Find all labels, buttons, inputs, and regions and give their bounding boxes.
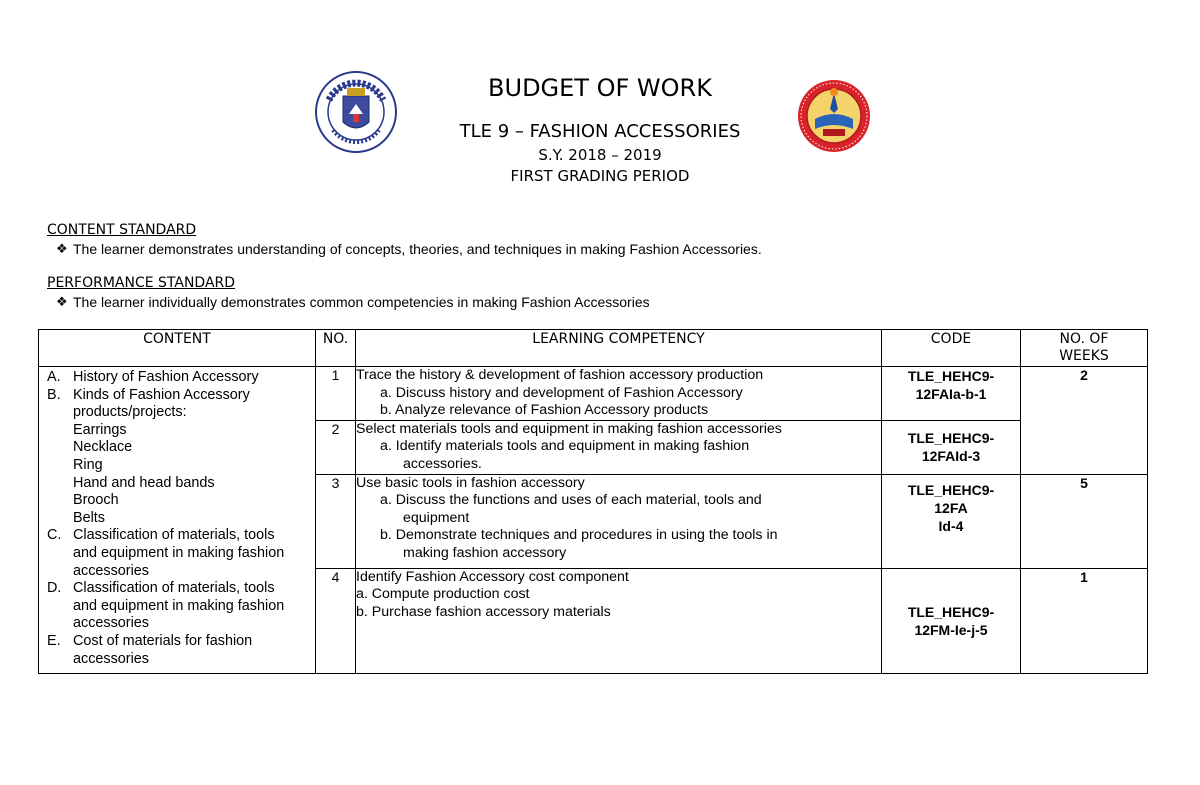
competency-line: a. Discuss the functions and uses of each material, tools and <box>380 492 762 508</box>
content-item-text: Necklace <box>73 439 133 456</box>
content-item-letter <box>47 492 73 510</box>
code-cell <box>882 474 1021 568</box>
content-list-item <box>39 598 315 616</box>
performance-standard-text: The learner individually demonstrates common competencies in making Fashion Accessories <box>73 294 650 310</box>
code-cell <box>882 367 1021 421</box>
header-no: NO. <box>316 330 356 367</box>
code-cell <box>882 568 1021 673</box>
competency-line: b. Demonstrate techniques and procedures in using the tools in <box>380 527 778 543</box>
content-item-text: Ring <box>73 456 103 473</box>
content-list-item <box>39 404 315 422</box>
competency-line: b. Purchase fashion accessory materials <box>356 603 611 620</box>
header-competency: LEARNING COMPETENCY <box>356 330 882 367</box>
performance-standard-heading: PERFORMANCE STANDARD <box>47 275 236 291</box>
competency-line: Trace the history & development of fashion accessory production <box>356 367 764 383</box>
content-item-text: accessories <box>73 615 149 632</box>
competency-line: equipment <box>403 509 470 526</box>
code-line: TLE_HEHC9- <box>907 430 995 446</box>
competency-cell <box>356 474 882 568</box>
diamond-bullet-icon: ❖ <box>56 242 68 257</box>
content-list-item <box>39 439 315 457</box>
code-line: TLE_HEHC9- <box>907 368 995 384</box>
content-item-letter: C. <box>47 527 62 544</box>
competency-cell <box>356 367 882 421</box>
content-item-letter <box>47 422 73 440</box>
code-line: 12FA <box>934 499 968 516</box>
code-line: TLE_HEHC9- <box>907 481 995 498</box>
diamond-bullet-icon: ❖ <box>56 295 68 310</box>
content-item-letter <box>47 598 73 616</box>
code-line: Id-4 <box>938 517 964 534</box>
grading-period: FIRST GRADING PERIOD <box>510 167 690 185</box>
code-line: 12FAId-3 <box>921 448 981 464</box>
table-row <box>39 367 1148 421</box>
content-item-letter: D. <box>47 580 62 597</box>
header-weeks-line1: NO. OF <box>1059 331 1109 347</box>
competency-cell <box>356 568 882 673</box>
competency-line: a. Compute production cost <box>356 586 530 602</box>
content-item-letter <box>47 651 73 669</box>
content-list-item <box>39 387 315 405</box>
content-list-item <box>39 527 315 545</box>
content-item-text: Hand and head bands <box>73 474 215 491</box>
content-item-letter <box>47 615 73 633</box>
row-number: 3 <box>316 474 356 568</box>
content-list-item <box>39 633 315 651</box>
budget-of-work-table <box>38 329 1148 674</box>
competency-line: making fashion accessory <box>403 544 567 561</box>
content-item-letter <box>47 404 73 422</box>
content-item-letter <box>47 457 73 475</box>
competency-line: Identify Fashion Accessory cost component <box>356 568 629 585</box>
content-item-text: products/projects: <box>73 404 187 421</box>
content-standard-text: The learner demonstrates understanding of concepts, theories, and techniques in making Fashion Accessories. <box>73 241 762 257</box>
content-item-text: Cost of materials for fashion <box>73 632 253 649</box>
content-item-text: Classification of materials, tools <box>73 580 275 597</box>
content-item-text: Belts <box>73 509 105 526</box>
competency-cell <box>356 420 882 474</box>
table-header-row <box>39 330 1148 367</box>
content-list-item <box>39 545 315 563</box>
row-number: 1 <box>316 367 356 421</box>
content-item-letter: E. <box>47 632 61 649</box>
content-item-text: Brooch <box>73 492 119 509</box>
content-item-text: and equipment in making fashion <box>73 597 285 614</box>
code-line: 12FAIa-b-1 <box>915 386 987 402</box>
document-subject: TLE 9 – FASHION ACCESSORIES <box>459 121 741 142</box>
content-list-item <box>39 580 315 598</box>
content-item-letter <box>47 563 73 581</box>
code-cell <box>882 420 1021 474</box>
header-content: CONTENT <box>39 330 316 367</box>
content-item-text: accessories <box>73 650 149 667</box>
content-item-text: History of Fashion Accessory <box>73 369 259 385</box>
content-item-letter <box>47 475 73 493</box>
content-item-letter <box>47 439 73 457</box>
competency-line: b. Analyze relevance of Fashion Accessory products <box>380 402 709 418</box>
content-list <box>39 367 315 668</box>
content-list-item <box>39 651 315 669</box>
header-weeks-line2: WEEKS <box>1059 348 1109 364</box>
content-item-letter: A. <box>47 369 61 385</box>
content-item-text: accessories <box>73 562 149 579</box>
content-list-item <box>39 422 315 440</box>
content-list-item <box>39 563 315 581</box>
content-list-item <box>39 510 315 528</box>
content-item-letter <box>47 545 73 563</box>
competency-line: a. Identify materials tools and equipment in making fashion <box>380 438 750 454</box>
competency-line: a. Discuss history and development of Fashion Accessory <box>380 384 743 401</box>
content-list-item <box>39 369 315 387</box>
competency-line: Use basic tools in fashion accessory <box>356 474 585 491</box>
competency-line: Select materials tools and equipment in making fashion accessories <box>356 420 782 437</box>
content-list-item <box>39 475 315 493</box>
content-item-text: Earrings <box>73 421 127 438</box>
content-item-letter: B. <box>47 386 61 403</box>
header-code: CODE <box>882 330 1021 367</box>
content-list-item <box>39 457 315 475</box>
content-cell <box>39 367 316 674</box>
document-title: BUDGET OF WORK <box>488 74 712 102</box>
competency-line: accessories. <box>403 455 482 472</box>
content-standard-heading: CONTENT STANDARD <box>47 222 197 238</box>
weeks-cell: 1 <box>1021 568 1148 673</box>
row-number: 2 <box>316 420 356 474</box>
row-number: 4 <box>316 568 356 673</box>
content-item-text: Classification of materials, tools <box>73 527 275 544</box>
code-line: 12FM-Ie-j-5 <box>914 621 988 638</box>
content-list-item <box>39 492 315 510</box>
weeks-cell: 2 <box>1021 367 1148 475</box>
weeks-cell: 5 <box>1021 474 1148 568</box>
content-item-text: Kinds of Fashion Accessory <box>73 386 250 403</box>
code-line: TLE_HEHC9- <box>907 603 995 620</box>
content-item-text: and equipment in making fashion <box>73 544 285 561</box>
content-list-item <box>39 615 315 633</box>
header-weeks <box>1021 330 1148 367</box>
content-item-letter <box>47 510 73 528</box>
school-year: S.Y. 2018 – 2019 <box>538 146 662 164</box>
